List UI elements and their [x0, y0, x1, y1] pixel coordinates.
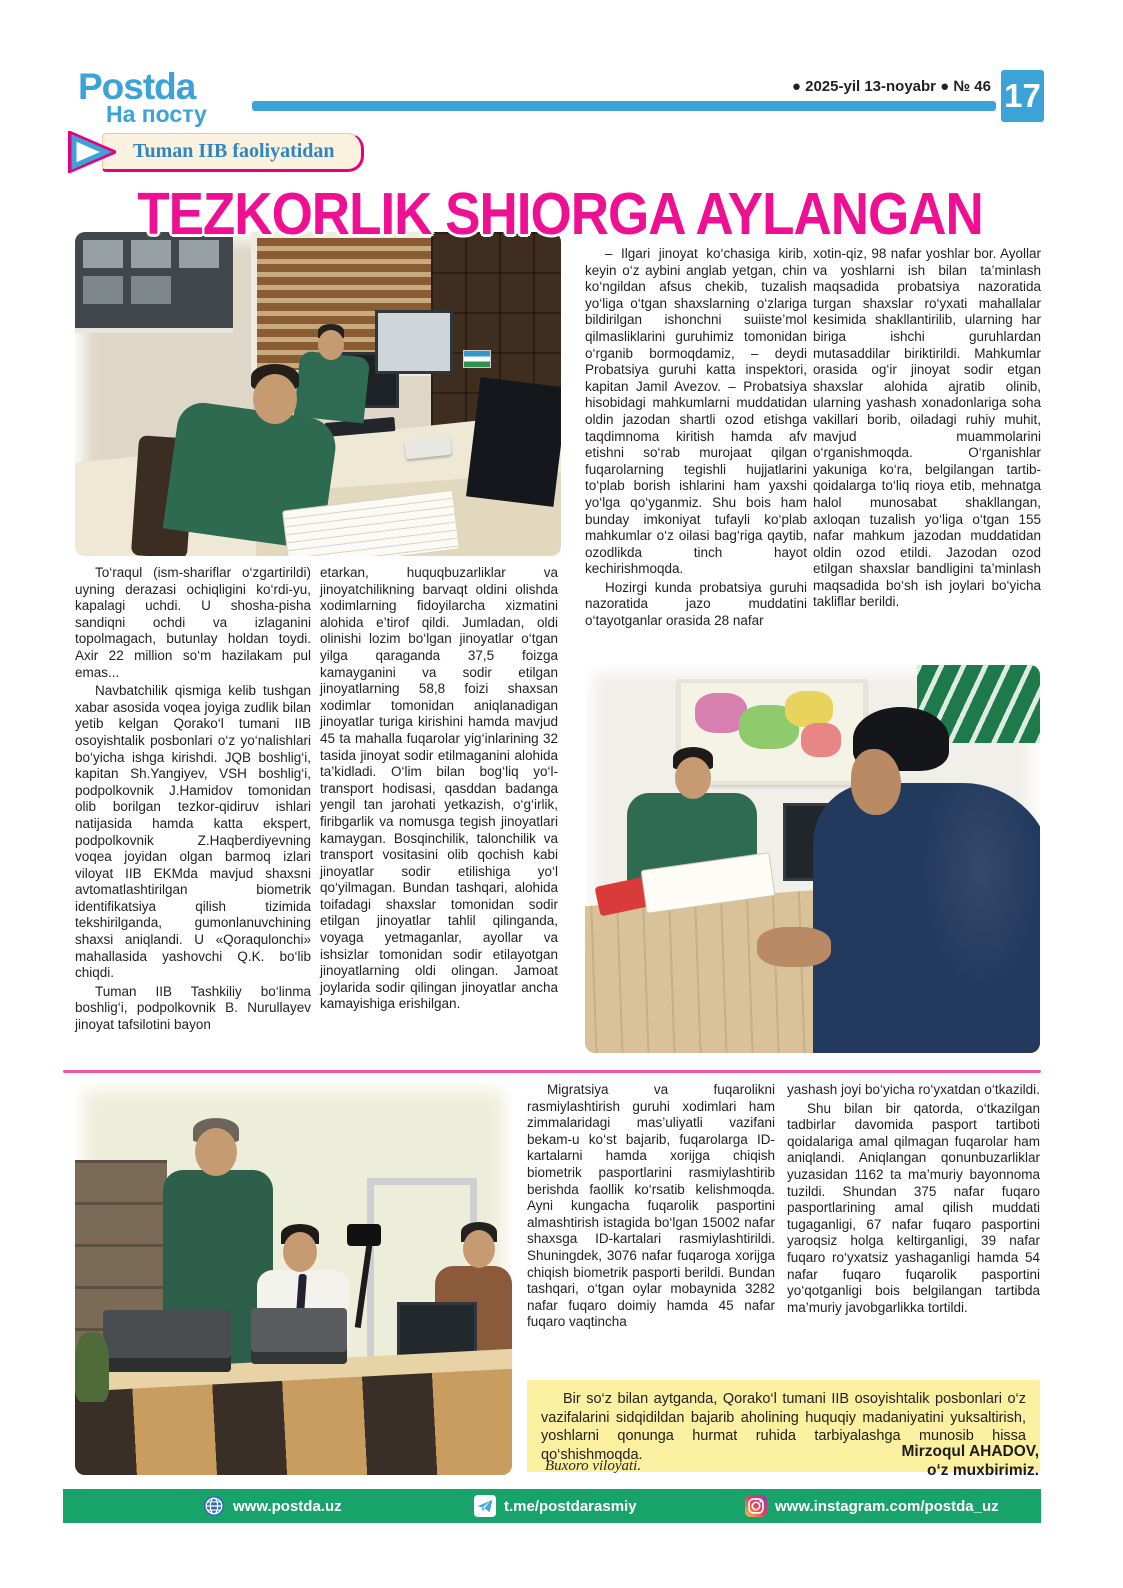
footer-telegram-label: t.me/postdarasmiy: [504, 1497, 637, 1515]
photo-duty-room: [75, 232, 561, 556]
plant: [75, 1332, 109, 1402]
footer-bar: [63, 1489, 1041, 1523]
civilian-face: [851, 749, 901, 815]
footer-website-link[interactable]: [203, 1495, 448, 1517]
civilian-body: [813, 783, 1040, 1053]
article-column-2: [320, 565, 558, 1015]
globe-icon: [203, 1495, 225, 1517]
paragraph: Hozirgi kunda probatsiya guruhi nazoratida jazo muddatini o‘tayotganlar orasida 28 nafar: [585, 579, 807, 629]
officer-head: [195, 1128, 237, 1176]
article-column-5: [527, 1082, 775, 1333]
officer-head: [318, 330, 344, 360]
officer-head: [675, 757, 711, 799]
monitor: [375, 310, 453, 374]
article-column-3: [585, 246, 807, 632]
author-role: o‘z muxbirimiz.: [927, 1462, 1039, 1479]
clerk-head: [283, 1232, 317, 1272]
region-label: Buxoro viloyati.: [545, 1458, 642, 1474]
paragraph: – Ilgari jinoyat ko‘chasiga kirib, keyin o‘z aybini anglab yetgan, chin ko‘ngildan afsus chekib, tuzalish yo‘liga o‘tgan shaxslarning o‘zlariga bildirilgan ishonchni suiiste’mol qilmasliklarini guruhimiz tomonidan o‘rganib bormoqdamiz, – deydi Probatsiya guruhi katta inspektori, kapitan Jamil Avezov. – Probatsiya hisobidagi mahkumlarni muddatidan oldin jazodan shartli ozod etishga taqdimnoma kiritish hamda afv etishni so‘rab murojaat qilgan fuqarolarning tegishli hujjatlarini to‘plab borish ishlarini ham yaxshi yo‘lga qo‘yganmiz. Shu bois ham bunday imkoniyat tufayli ko‘plab mahkumlar o‘z oilasi bag‘riga qaytib, ozodlikda tinch hayot kechirishmoqda.: [585, 246, 807, 577]
footer-telegram-link[interactable]: [474, 1495, 719, 1517]
camera: [347, 1224, 381, 1246]
printer: [103, 1310, 231, 1372]
clasped-hands: [757, 927, 831, 967]
section-divider-rule: [63, 1070, 1041, 1073]
instagram-icon: [745, 1495, 767, 1517]
article-headline: TEZKORLIK SHIORGA AYLANGAN: [137, 181, 983, 248]
paragraph: xotin-qiz, 98 nafar yoshlar bor. Ayollar va yoshlarni ish bilan ta’minlash maqsadida probatsiya nazoratida turgan shaxslar ro‘yxati mahallalar kesimida shakllantirilib, ularning har biriga ishchi guruhlardan mutasaddilar biriktirildi. Mahkumlar orasida og‘ir jinoyat sodir etgan shaxslar alohida ajratib olinib, ularning yashash xonadonlariga soha vakillari borib, oiladagi ruhiy muhit, mavjud muammolarini o‘rganishmoqda. O‘rganishlar yakuniga ko‘ra, belgilangan tartib-qoidalarga to‘liq rioya etib, mehnatga halol munosabat shakllangan, axloqan tuzalish yo‘liga o‘tgan 155 nafar mahkum jazodan muddatidan oldin ozod etildi. Jazodan ozod etilgan shaxslar bandligini ta’minlash maqsadida bo‘sh ish joylari bo‘yicha takliflar berildi.: [813, 246, 1041, 610]
paragraph: Navbatchilik qismiga kelib tushgan xabar asosida voqea joyiga zudlik bilan yetib kelgan Qorako‘l tumani IIB osoyishtalik posbonlari o‘z yo‘nalishlari bo‘yicha ishga kirishdi. JQB boshlig‘i, kapitan Sh.Yangiyev, VSH boshlig‘i, podpolkovnik J.Hamidov tomonidan olib borilgan tezkor-qidiruv ishlari natijasida hamda katta ekspert, podpolkovnik Z.Haqberdiyevning voqea joyidan olgan barmoq izlari viloyat IIB EKMda mavjud shaxsni avtomatlashtirilgan biometrik identifikatsiya qilish tizimida tekshirilganda, gumonlanuvchining shaxsi aniqlandi. U «Qoraqulonchi» mahallasida yashovchi Q.K. bo‘lib chiqdi.: [75, 683, 311, 981]
author-name: Mirzoqul AHADOV,: [901, 1443, 1039, 1460]
monitor: [466, 377, 561, 507]
masthead-rule: [252, 101, 996, 111]
uzbek-flag: [463, 350, 491, 368]
printer: [251, 1308, 347, 1364]
photo-passport-office: [75, 1082, 512, 1475]
section-tag: [68, 131, 364, 173]
author-signature: [902, 1442, 1040, 1480]
telegram-icon: [474, 1495, 496, 1517]
article-column-4: [813, 246, 1041, 613]
triangle-arrow-icon: [68, 131, 116, 173]
masthead-cyrillic: На посту: [106, 101, 207, 127]
article-column-6: [787, 1082, 1040, 1318]
footer-website-label: www.postda.uz: [233, 1497, 342, 1515]
paragraph: To‘raqul (ism-shariflar o‘zgartirildi) uyning derazasi ochiqligini ko‘rdi-yu, kapalagi uchdi. U shosha-pisha sandiqni ochdi va izlaganini topolmagach, butunlay holdan toydi. Axir 22 million so‘m hazilakam pul emas...: [75, 565, 311, 680]
photo-probation-interview: [585, 665, 1040, 1053]
officer-background: [294, 351, 371, 424]
paragraph: Tuman IIB Tashkiliy bo‘linma boshlig‘i, podpolkovnik B. Nurullayev jinoyat tafsilotini bayon: [75, 983, 311, 1033]
article-column-1: [75, 565, 311, 1036]
paragraph: Shu bilan bir qatorda, o‘tkazilgan tadbirlar davomida pasport tartiboti qoidalariga amal qilmagan fuqarolar ham aniqlandi. Aniqlangan qonunbuzarliklar yuzasidan 1162 ta ma’muriy bayonnoma tuzildi. Shundan 375 nafar fuqaro pasportlarining amal qilish muddati tugaganligi, 67 nafar fuqaro pasportini yaroqsiz holga keltirganligi, 39 nafar fuqaro ro‘yxatsiz yashaganligi hamda 54 nafar fuqaro fuqarolik pasportini yo‘qotganligi bois belgilangan tartibda ma’muriy javobgarlikka tortildi.: [787, 1100, 1040, 1315]
paragraph: Migratsiya va fuqarolikni rasmiylashtirish guruhi xodimlari ham zimmalaridagi mas’uliyatli vazifani bekam-u ko‘st bajarib, fuqarolarga ID-kartalarni hamda xorijga chiqish biometrik pasportlarini rasmiylashtirib berishda faollik ko‘rsatib kelishmoqda. Ayni kungacha fuqarolik pasportini almashtirish istagida bo‘lgan 15002 nafar shaxsga ID-kartalari rasmiylashtirildi. Shuningdek, 3076 nafar fuqaroga xorijga chiqish biometrik pasporti berildi. Bundan tashqari, o‘tgan oylar mobaynida 3282 nafar fuqaro doimiy hamda 45 nafar fuqaro vaqtincha: [527, 1082, 775, 1330]
officer-head: [253, 374, 297, 424]
masthead-latin: Postda: [78, 66, 196, 107]
footer-instagram-label: www.instagram.com/postda_uz: [775, 1497, 999, 1515]
visitor-head: [463, 1230, 495, 1268]
page-number-badge: 17: [1001, 70, 1044, 122]
paragraph: etarkan, huquqbuzarliklar va jinoyatchilikning barvaqt oldini olishda xodimlarning fidoyilarcha xizmatini alohida e’tirof qildi. Jumladan, oldi olinishi lozim bo‘lgan jinoyatlar o‘tgan yilga qaraganda 37,5 foizga kamayganini va sodir etilgan jinoyatlarning 58,8 foizi shaxsan xodimlar tomonidan aniqlanadigan jinoyatlar turiga kirishini hamda mavjud 45 ta mahalla fuqarolar yig‘inlarining 32 tasida jinoyat sodir etilmaganini alohida ta’kidladi. O‘lim bilan bog‘liq yo‘l-transport hodisasi, qasddan badanga yengil tan jarohati yetkazish, o‘g‘irlik, firibgarlik va nomusga tegish jinoyatlari kamaygan. Bosqinchilik, talonchilik va transport vositasini olib qochish kabi jinoyatlar sodir etilishiga yo‘l qo‘yilmagan. Bundan tashqari, alohida toifadagi shaxslar tomonidan sodir etilgan jinoyatlar tahlil qilinganda, voyaga yetmaganlar, ayollar va ishsizlar tomonidan sodir etilayotgan jinoyatlarning oldi olingan. Jamoat joylarida sodir qilingan jinoyatlar ancha kamayishiga erishilgan.: [320, 565, 558, 1012]
section-tag-label: Tuman IIB faoliyatidan: [102, 133, 364, 172]
footer-instagram-link[interactable]: [745, 1495, 999, 1517]
conclusion-text: Bir so‘z bilan aytganda, Qorako‘l tumani IIB osoyishtalik posbonlari o‘z vazifalarini sidqidildan bajarib aholining huquqiy madaniyatini yuksaltirish, yoshlarni qonunga hurmat ruhida tarbiyalashga munosib hissa qo‘shishmoqda.: [541, 1391, 1026, 1463]
paragraph: yashash joyi bo‘yicha ro‘yxatdan o‘tkazildi.: [787, 1082, 1040, 1097]
issue-date-line: ● 2025-yil 13-noyabr ● № 46: [791, 78, 991, 95]
